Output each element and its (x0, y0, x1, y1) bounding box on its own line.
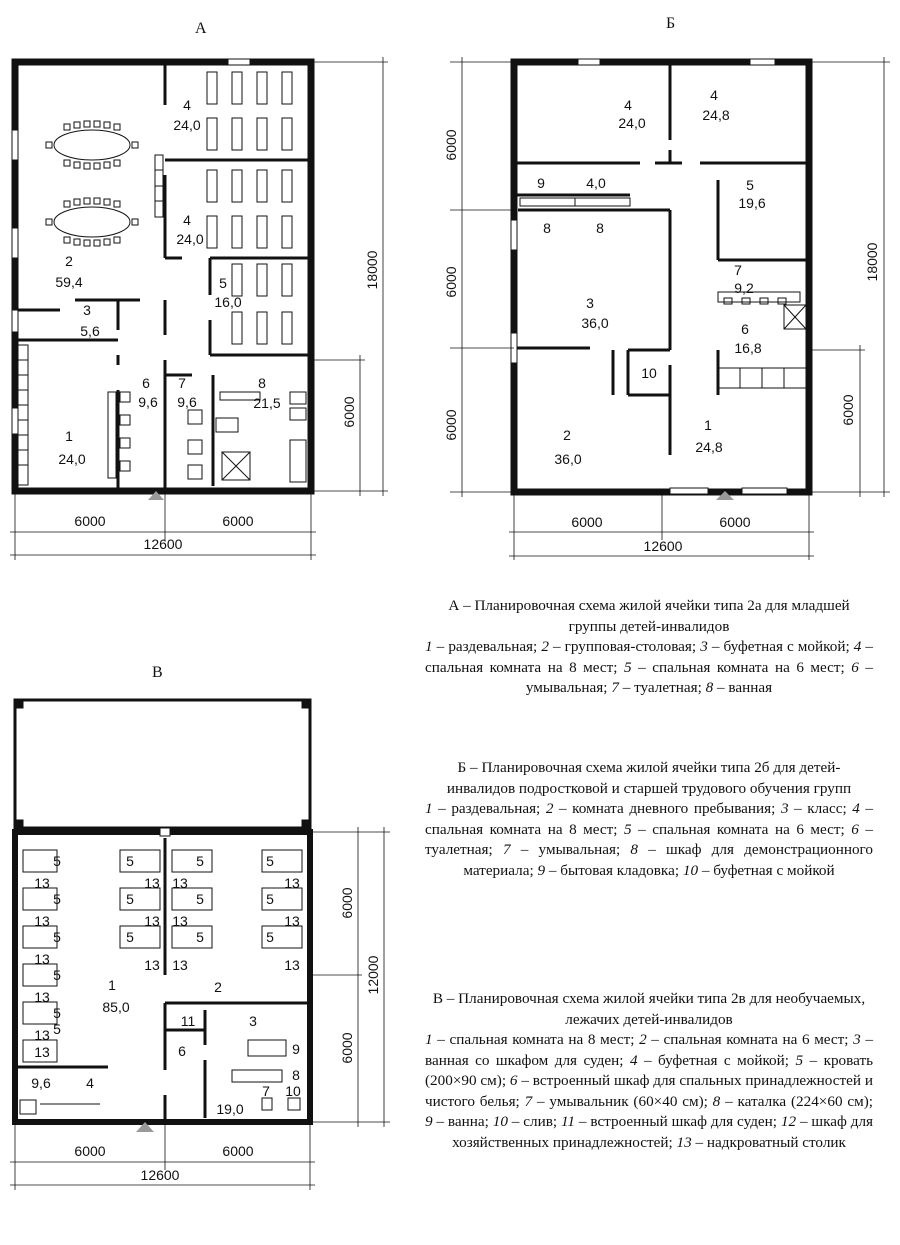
plan-b-room-area: 16,8 (734, 340, 762, 356)
plan-b-dim-total: 12600 (643, 538, 683, 554)
legend-text: – ванная (713, 679, 773, 696)
plan-b-room-area: 9,2 (734, 280, 754, 296)
bed-mark: 5 (196, 929, 204, 945)
plan-b-room-label: 8 (543, 220, 551, 236)
caption-a-head: А – Планировочная схема жилой ячейки типа 2а для младшей группы детей-инвалидов (448, 597, 850, 635)
plan-b-room-label: 1 (704, 417, 712, 433)
plan-a (0, 0, 420, 590)
table-mark: 13 (144, 875, 160, 891)
legend-text: – буфетная с мойкой; (707, 638, 854, 655)
legend-text: – раздевальная; (432, 800, 546, 817)
legend-number: 6 (851, 658, 859, 676)
legend-number: 7 (524, 1092, 533, 1110)
legend-text: – буфетная с мойкой (698, 861, 835, 879)
table-mark: 13 (34, 1044, 50, 1060)
plan-b-room-area: 19,6 (738, 195, 766, 211)
legend-number: 2 (639, 1031, 647, 1048)
plan-b-title: Б (666, 15, 676, 32)
plan-a-room-area: 24,0 (173, 117, 201, 133)
plan-a-room-label: 1 (65, 428, 73, 444)
plan-b-outer-wall (514, 62, 809, 492)
plan-b-room-label: 10 (641, 365, 657, 381)
legend-text: – спальная комната на 6 мест; (631, 820, 852, 838)
caption-c-items (425, 1031, 873, 1151)
plan-a-title: А (195, 20, 207, 37)
legend-text: – групповая-столовая; (548, 638, 701, 655)
table-mark: 13 (284, 957, 300, 973)
legend-number: 8 (705, 679, 714, 696)
plan-a-room-area: 16,0 (214, 294, 242, 310)
table-mark: 13 (284, 875, 300, 891)
bed-mark: 5 (53, 967, 61, 983)
plan-c-dim-upper: 6000 (339, 887, 355, 919)
caption-c-head: В – Планировочная схема жилой ячейки типа 2в для необучаемых, лежачих детей-инвалидов (432, 990, 866, 1028)
plan-a-room-area: 9,6 (177, 394, 197, 410)
caption-b-items (425, 800, 873, 879)
plan-a-room-label: 4 (183, 212, 191, 228)
plan-a-dim-right: 6000 (222, 513, 254, 529)
plan-c-room-area: 19,0 (216, 1101, 244, 1117)
table-mark: 13 (172, 957, 188, 973)
plan-a-room-area: 21,5 (253, 395, 281, 411)
legend-text: – туалетная; (425, 820, 873, 858)
caption-a (425, 596, 873, 699)
legend-number: 9 (537, 861, 546, 879)
drain-10-mark: 10 (285, 1083, 301, 1099)
caption-b-head: Б – Планировочная схема жилой ячейки типа 2б для детей-инвалидов подростковой и старшей трудового обучения групп (446, 759, 852, 797)
caption-a-items (425, 638, 873, 696)
plan-c-dim-left: 6000 (74, 1143, 106, 1159)
plan-b-room-area: 8 (596, 220, 604, 236)
legend-text: – комната дневного пребывания; (553, 800, 781, 817)
plan-b-room-label: 6 (741, 321, 749, 337)
legend-number: 5 (795, 1051, 804, 1069)
bed-mark: 5 (53, 1021, 61, 1037)
legend-number: 3 (780, 800, 789, 817)
legend-number: 9 (425, 1113, 433, 1130)
legend-number: 4 (853, 638, 862, 655)
legend-number: 2 (541, 638, 549, 655)
legend-number: 5 (624, 658, 632, 676)
washbasin-7-mark: 7 (262, 1083, 270, 1099)
plan-b-room-area: 24,8 (702, 107, 730, 123)
plan-b-room-label: 7 (734, 262, 742, 278)
table-mark: 13 (34, 951, 50, 967)
plan-c-dim-total: 12600 (140, 1167, 180, 1183)
legend-number: 7 (611, 679, 619, 696)
plan-c-room-label: 4 (86, 1075, 94, 1091)
table-mark: 13 (144, 957, 160, 973)
table-mark: 13 (34, 913, 50, 929)
legend-text: – класс; (788, 800, 853, 817)
plan-b-room-area: 4,0 (586, 175, 606, 191)
cabinet-11-mark: 11 (180, 1013, 196, 1029)
plan-b-room-label: 9 (537, 175, 545, 191)
legend-text: – спальная комната на 8 мест; (432, 1031, 640, 1048)
legend-number: 4 (629, 1051, 638, 1069)
plan-a-dim-total: 12600 (143, 536, 183, 552)
bath-9-mark: 9 (292, 1041, 300, 1057)
table-mark: 13 (172, 913, 188, 929)
plan-b-room-area: 24,8 (695, 439, 723, 455)
cabinet-6-mark: 6 (178, 1043, 186, 1059)
plan-c-room-label: 1 (108, 977, 116, 993)
plan-b-dim-right: 6000 (719, 514, 751, 530)
bed-mark: 5 (266, 891, 274, 907)
plan-b-room-area: 24,0 (618, 115, 646, 131)
plan-b-dim-height: 18000 (864, 242, 880, 282)
legend-text: – спальная комната на 6 мест; (646, 1031, 854, 1048)
bed-mark: 5 (53, 891, 61, 907)
plan-c-room-area: 85,0 (102, 999, 130, 1015)
bed-mark: 5 (126, 891, 134, 907)
legend-number: 1 (425, 1031, 433, 1048)
plan-b-dim-partial: 6000 (840, 394, 856, 426)
bed-mark: 5 (196, 853, 204, 869)
legend-text: – кровать (200×90 см); (425, 1051, 874, 1089)
legend-text: – умывальник (60×40 см); (532, 1092, 713, 1110)
legend-number: 6 (851, 820, 859, 838)
table-mark: 13 (172, 875, 188, 891)
plan-a-room-area: 5,6 (80, 323, 100, 339)
bed-mark: 5 (126, 853, 134, 869)
plan-b-dim-v1: 6000 (443, 129, 459, 161)
legend-number: 5 (624, 820, 632, 838)
plan-c-title: В (152, 664, 163, 681)
legend-number: 8 (712, 1092, 721, 1110)
plan-b-room-label: 3 (586, 295, 594, 311)
table-mark: 13 (144, 913, 160, 929)
legend-text: – шкаф для демонстрационного материала; (463, 841, 873, 879)
plan-a-dim-height: 18000 (364, 250, 380, 290)
legend-text: – ванная со шкафом для суден; (425, 1031, 873, 1069)
legend-number: 11 (560, 1113, 576, 1130)
legend-text: – шкаф для хозяйственных принадлежностей; (452, 1113, 874, 1151)
legend-text: – туалетная; (618, 679, 706, 696)
legend-text: – встроенный шкаф для суден; (575, 1113, 781, 1130)
plan-b-room-label: 4 (624, 97, 632, 113)
plan-a-room-area: 24,0 (58, 451, 86, 467)
gurney-8-mark: 8 (292, 1067, 300, 1083)
plan-a-room-label: 7 (178, 375, 186, 391)
plan-b (420, 0, 900, 590)
legend-number: 2 (545, 800, 554, 817)
legend-text: – каталка (224×60 см); (720, 1092, 873, 1110)
plan-c-dim-lower: 6000 (339, 1032, 355, 1064)
plan-a-dim-partial: 6000 (341, 396, 357, 428)
bed-mark: 5 (53, 929, 61, 945)
legend-number: 1 (425, 638, 433, 655)
plan-a-dim-left: 6000 (74, 513, 106, 529)
table-mark: 13 (34, 1027, 50, 1043)
legend-text: – спальная комната на 8 мест; (425, 638, 873, 676)
legend-text: – раздевальная; (432, 638, 542, 655)
plan-a-room-label: 6 (142, 375, 150, 391)
plan-c-room-label: 2 (214, 979, 222, 995)
plan-b-dim-v2: 6000 (443, 266, 459, 298)
bed-mark: 5 (53, 1005, 61, 1021)
plan-a-room-area: 59,4 (55, 274, 83, 290)
table-mark: 13 (284, 913, 300, 929)
legend-text: – спальная комната на 6 мест; (631, 658, 852, 676)
legend-text: – надкроватный столик (691, 1133, 846, 1151)
legend-number: 3 (700, 638, 708, 655)
plan-c (0, 680, 420, 1245)
plan-c-dim-height: 12000 (365, 955, 381, 995)
legend-number: 6 (509, 1072, 518, 1089)
legend-number: 3 (853, 1031, 861, 1048)
plan-c-room-label: 3 (249, 1013, 257, 1029)
plan-b-room-area: 36,0 (581, 315, 609, 331)
plan-c-room-area: 9,6 (31, 1075, 51, 1091)
legend-text: – слив; (507, 1113, 561, 1130)
bed-mark: 5 (126, 929, 134, 945)
legend-text: – умывальная; (525, 658, 873, 696)
plan-a-room-label: 5 (219, 275, 227, 291)
plan-b-room-label: 2 (563, 427, 571, 443)
bed-mark: 5 (53, 853, 61, 869)
bed-mark: 5 (196, 891, 204, 907)
plan-b-room-area: 36,0 (554, 451, 582, 467)
caption-b (425, 758, 873, 881)
table-mark: 13 (34, 989, 50, 1005)
caption-c (425, 989, 873, 1153)
legend-text: – спальная комната на 8 мест; (425, 800, 874, 838)
legend-number: 8 (630, 841, 638, 858)
table-mark: 13 (34, 875, 50, 891)
legend-text: – умывальная; (510, 841, 631, 858)
plan-a-room-label: 2 (65, 253, 73, 269)
plan-b-dim-left: 6000 (571, 514, 603, 530)
legend-number: 1 (425, 800, 433, 817)
plan-a-room-label: 8 (258, 375, 266, 391)
plan-a-room-label: 4 (183, 97, 191, 113)
legend-text: – встроенный шкаф для спальных принадлежностей и чистого белья; (425, 1072, 873, 1110)
plan-b-dim-v3: 6000 (443, 409, 459, 441)
legend-number: 7 (502, 841, 511, 858)
plan-c-dim-right: 6000 (222, 1143, 254, 1159)
plan-b-room-label: 4 (710, 87, 718, 103)
legend-number: 4 (852, 800, 860, 817)
bed-mark: 5 (266, 929, 274, 945)
legend-number: 13 (676, 1133, 692, 1151)
legend-text: – бытовая кладовка; (545, 861, 683, 879)
plan-a-room-label: 3 (83, 302, 91, 318)
legend-number: 10 (682, 861, 699, 879)
legend-text: – буфетная с мойкой; (637, 1051, 796, 1069)
bed-mark: 5 (266, 853, 274, 869)
plan-a-room-area: 24,0 (176, 231, 204, 247)
plan-b-room-label: 5 (746, 177, 754, 193)
legend-number: 12 (780, 1113, 797, 1130)
legend-text: – ванна; (432, 1113, 493, 1130)
plan-a-room-area: 9,6 (138, 394, 158, 410)
legend-number: 10 (492, 1113, 508, 1130)
